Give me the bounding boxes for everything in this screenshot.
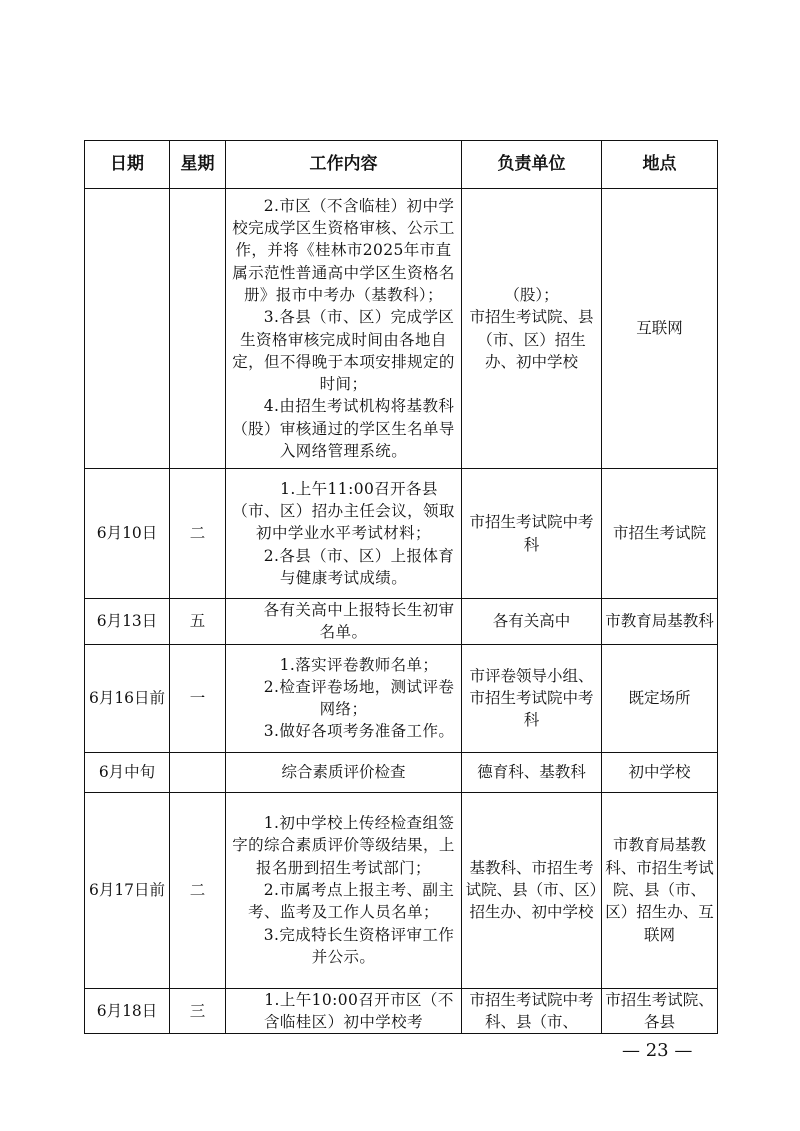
cell-date: 6月13日 [85,599,170,645]
table-row [85,599,718,645]
content-item: 3.各县（市、区）完成学区生资格审核完成时间由各地自定，但不得晚于本项安排规定的时间； [232,308,455,394]
table-row [85,189,718,469]
header-place: 地点 [602,141,718,189]
cell-content [226,599,462,645]
cell-place: 市招生考试院、各县 [602,988,718,1034]
cell-place: 初中学校 [602,752,718,792]
content-item: 1.初中学校上传经检查组签字的综合素质评价等级结果，上报名册到招生考试部门； [232,814,455,877]
cell-content [226,644,462,752]
content-item: 1.上午10:00召开市区（不含临桂区）初中学校考 [263,990,454,1031]
cell-date: 6月10日 [85,469,170,599]
cell-unit: 市招生考试院中考科 [462,469,602,599]
cell-content [226,469,462,599]
content-item: 1.落实评卷教师名单； [279,655,439,674]
cell-place: 市教育局基教科、市招生考试院、县（市、区）招生办、互联网 [602,792,718,988]
cell-unit [462,644,602,752]
cell-place: 互联网 [602,189,718,469]
cell-unit: 德育科、基教科 [462,752,602,792]
cell-date: 6月16日前 [85,644,170,752]
table-row [85,752,718,792]
cell-weekday: 五 [170,599,226,645]
content-item: 1.上午11:00召开各县（市、区）招办主任会议，领取初中学业水平考试材料； [232,479,455,543]
cell-content [226,792,462,988]
cell-date: 6月17日前 [85,792,170,988]
cell-weekday: 二 [170,469,226,599]
header-weekday: 星期 [170,141,226,189]
cell-place: 既定场所 [602,644,718,752]
content-item: 2.市属考点上报主考、副主考、监考及工作人员名单； [248,880,455,922]
cell-weekday [170,752,226,792]
content-item: 2.市区（不含临桂）初中学校完成学区生资格审核、公示工作，并将《桂林市2025年市直属示范性普通高中学区生资格名册》报市中考办（基教科）； [232,196,455,304]
cell-content [226,752,462,792]
cell-weekday: 三 [170,988,226,1034]
cell-date [85,189,170,469]
content-item: 3.完成特长生资格评审工作并公示。 [263,925,455,966]
cell-date: 6月18日 [85,988,170,1034]
table-row [85,644,718,752]
cell-weekday [170,189,226,469]
content-item: 4.由招生考试机构将基教科（股）审核通过的学区生名单导入网络管理系统。 [232,397,455,460]
page-number: — 23 — [622,1040,693,1061]
cell-unit: 市招生考试院中考科、县（市、 [462,988,602,1034]
header-unit: 负责单位 [462,141,602,189]
cell-unit-text: （股）； 市招生考试院、县（市、区）招生办、初中学校 [469,285,594,371]
cell-weekday: 一 [170,644,226,752]
content-item: 综合素质评价检查 [281,762,406,781]
cell-weekday: 二 [170,792,226,988]
cell-date: 6月中旬 [85,752,170,792]
content-item: 2.检查评卷场地，测试评卷网络； [263,677,455,719]
cell-unit: 各有关高中 [462,599,602,645]
cell-unit-text: 市评卷领导小组、 市招生考试院中考科 [469,666,594,730]
table-row [85,792,718,988]
content-item: 各有关高中上报特长生初审名单。 [263,601,455,642]
cell-content [226,189,462,469]
header-content: 工作内容 [226,141,462,189]
cell-place: 市招生考试院 [602,469,718,599]
cell-place: 市教育局基教科 [602,599,718,645]
content-item: 3.做好各项考务准备工作。 [263,722,455,741]
table-row [85,469,718,599]
content-item: 2.各县（市、区）上报体育与健康考试成绩。 [263,546,455,587]
table-row [85,988,718,1034]
table-header-row [85,141,718,189]
schedule-table [84,140,718,1034]
header-date: 日期 [85,141,170,189]
cell-unit [462,189,602,469]
cell-content [226,988,462,1034]
cell-unit: 基教科、市招生考试院、县（市、区）招生办、初中学校 [462,792,602,988]
